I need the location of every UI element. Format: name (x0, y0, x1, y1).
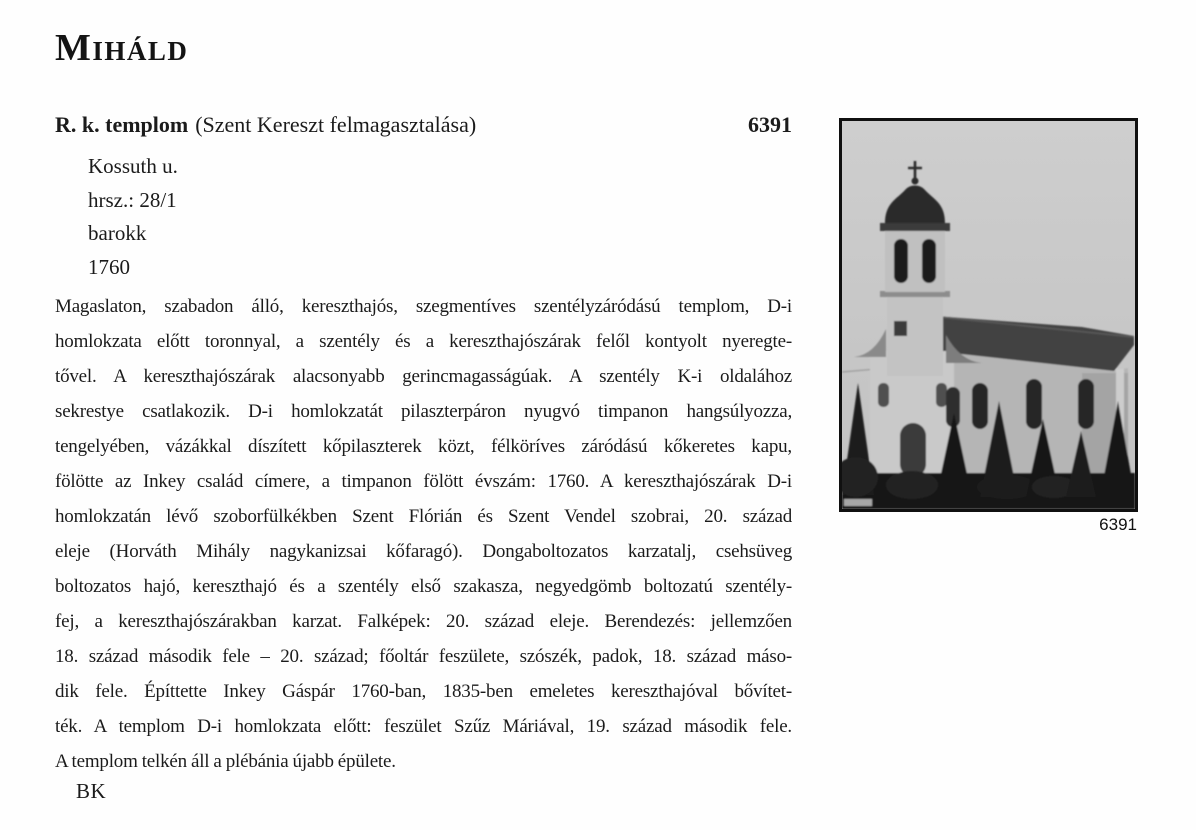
church-photo-illustration (842, 121, 1135, 509)
detail-style: barokk (88, 221, 147, 245)
description-line: Magaslaton, szabadon álló, kereszthajós, szegmentíves szentélyzáródású templom, D-i (55, 296, 792, 317)
description-line: homlokzata előtt toronnyal, a szentély és a kereszthajószárak felől kontyolt nyeregte- (55, 331, 792, 352)
description-line: sekrestye csatlakozik. D-i homlokzatát pilaszterpáron nyugvó timpanon hangsúlyozza, (55, 401, 792, 422)
monument-details (88, 150, 178, 284)
author-initials: BK (76, 779, 107, 803)
description-line: 18. század második fele – 20. század; főoltár feszülete, szószék, padok, 18. század máso- (55, 646, 792, 667)
description-line: homlokzatán lévő szoborfülkékben Szent Flórián és Szent Vendel szobrai, 20. század (55, 506, 792, 527)
entry-title (55, 112, 476, 138)
description-line: boltozatos hajó, kereszthajó és a szentély első szakasza, negyedgömb boltozatú szentély- (55, 576, 792, 597)
description-line: eleje (Horváth Mihály nagykanizsai kőfaragó). Dongaboltozatos karzatalj, csehsüveg (55, 541, 792, 562)
description-line: tengelyében, vázákkal díszített kőpilaszterek közt, félköríves záródású kőkeretes kapu, (55, 436, 792, 457)
description-line: ték. A templom D-i homlokzata előtt: feszület Szűz Máriával, 19. század második fele. (55, 716, 792, 737)
page-title: Miháld (55, 27, 189, 69)
monument-dedication: (Szent Kereszt felmagasztalása) (195, 112, 477, 137)
description-line: fej, a kereszthajószárakban karzat. Falképek: 20. század eleje. Berendezés: jellemzően (55, 611, 792, 632)
monument-name: R. k. templom (55, 112, 189, 137)
description-line: dik fele. Építtette Inkey Gáspár 1760-ban, 1835-ben emeletes kereszthajóval bővítet- (55, 681, 792, 702)
church-photo (839, 118, 1138, 512)
photo-caption: 6391 (1099, 515, 1137, 534)
entry-header (55, 112, 792, 138)
detail-year: 1760 (88, 254, 130, 279)
registry-number: 6391 (748, 112, 792, 137)
description-line: A templom telkén áll a plébánia újabb épülete. (55, 751, 396, 772)
description-line: tővel. A kereszthajószárak alacsonyabb gerincmagasságúak. A szentély K-i oldalához (55, 366, 792, 387)
description-line: fölötte az Inkey család címere, a timpanon fölött évszám: 1760. A kereszthajószárak D-i (55, 471, 792, 492)
detail-parcel-number: hrsz.: 28/1 (88, 187, 177, 212)
detail-street: Kossuth u. (88, 154, 178, 178)
description-paragraph (55, 289, 792, 779)
